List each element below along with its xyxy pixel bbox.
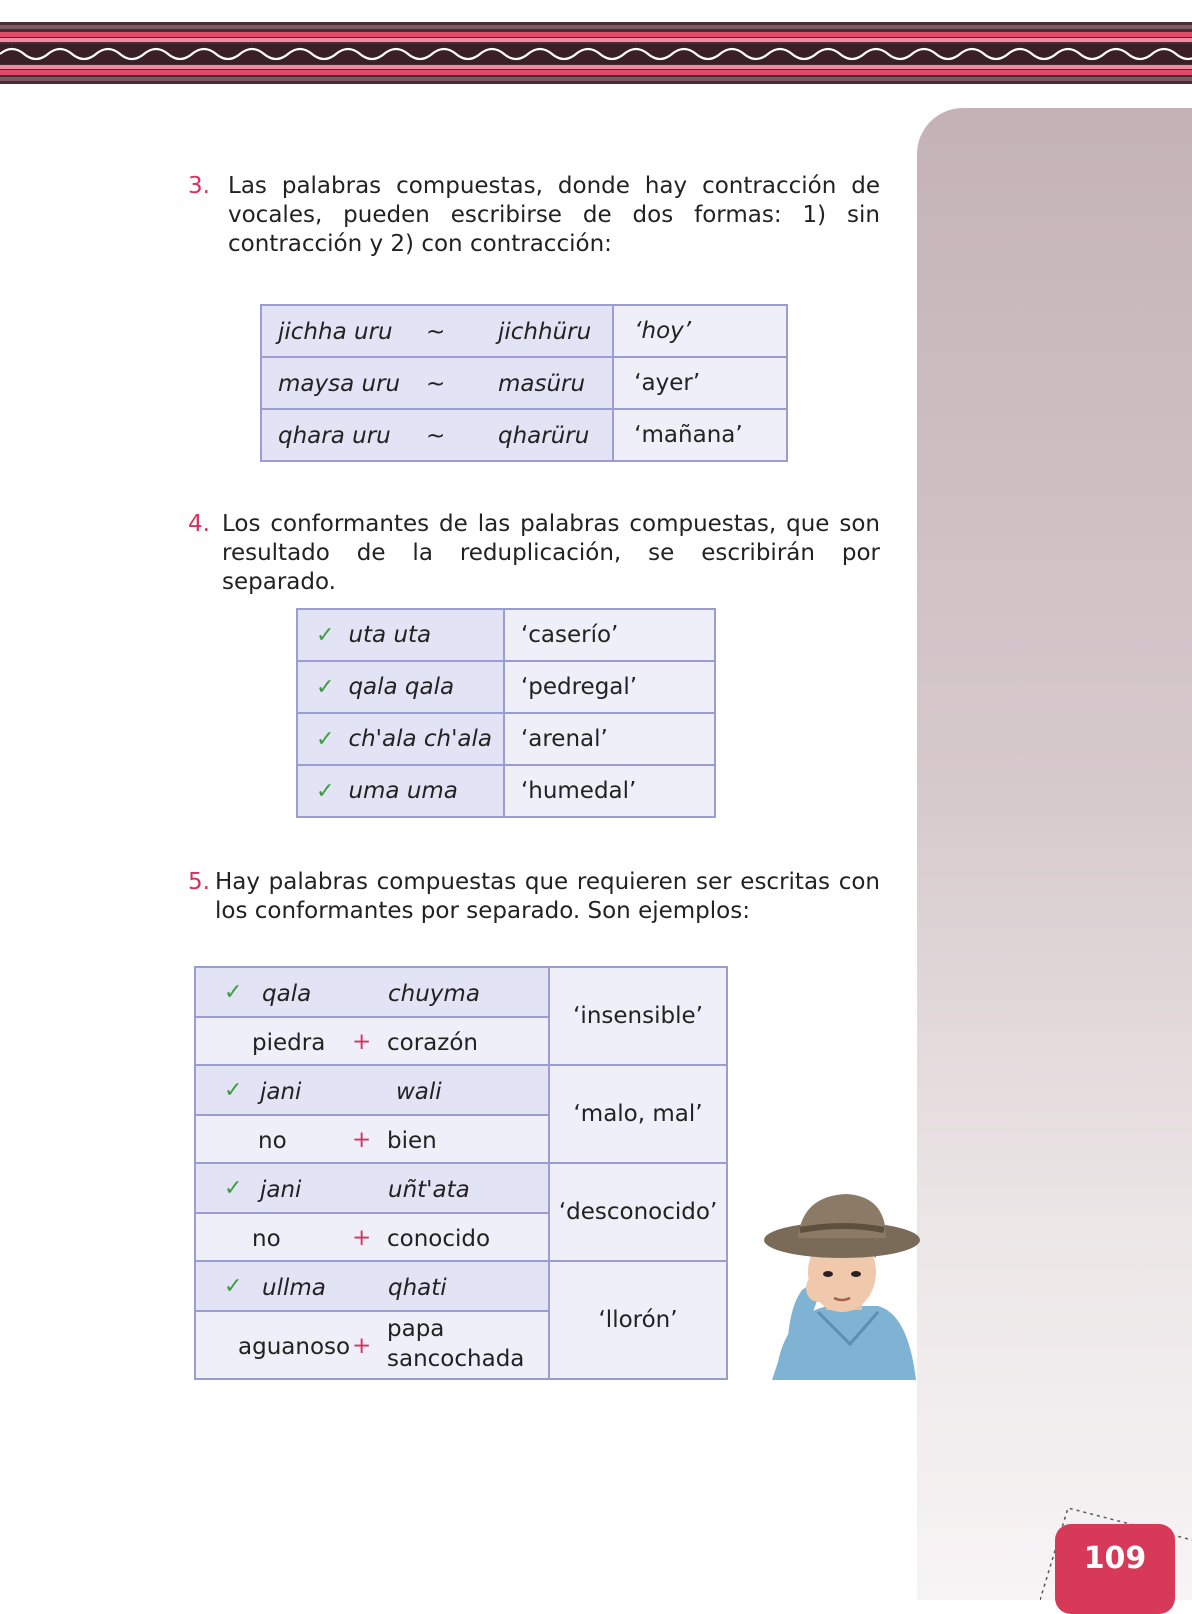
meaning: ‘malo, mal’ [573,1101,703,1127]
section-5-paragraph [188,868,880,926]
section-4-text: Los conformantes de las palabras compuestas, que son resultado de la reduplicación, se escribirán por separado. [222,511,880,595]
aymara-word-2: qhati [388,1275,447,1301]
meaning: ‘insensible’ [573,1003,703,1029]
aymara-word-2: uñt'ata [388,1177,470,1203]
table-row [297,765,715,817]
meaning: ‘hoy’ [634,318,692,344]
meaning: ‘mañana’ [634,422,743,448]
tilde-sign: ~ [426,319,446,345]
table-row [195,1065,727,1115]
section-5-number: 5. [188,869,210,895]
decorative-woven-band [0,22,1192,84]
check-icon: ✓ [316,779,335,804]
plus-sign: + [352,1333,372,1359]
contraction-table [260,304,788,462]
meaning: ‘humedal’ [520,778,637,804]
plus-sign: + [352,1225,372,1251]
separate-form: jichha uru [278,319,393,345]
right-sidebar-panel [917,108,1192,1600]
check-icon: ✓ [316,675,335,700]
section-3-paragraph [188,172,880,259]
meaning: ‘arenal’ [520,726,608,752]
section-4-paragraph [188,510,880,597]
table-row [297,609,715,661]
table-row [261,305,787,357]
aymara-word-1: qala [262,981,312,1007]
compound-word: ch'ala ch'ala [348,726,492,752]
boy-with-hat-illustration [758,1194,928,1380]
table-row [261,409,787,461]
separate-form: maysa uru [278,371,401,397]
section-3-number: 3. [188,173,210,199]
plus-sign: + [352,1029,372,1055]
meaning: ‘desconocido’ [558,1199,718,1225]
meaning: ‘llorón’ [598,1307,678,1333]
check-icon: ✓ [316,727,335,752]
reduplication-table [296,608,716,818]
separate-form: qhara uru [278,423,391,449]
table-row [297,661,715,713]
compound-word: uma uma [348,778,458,804]
meaning: ‘ayer’ [634,370,701,396]
translation-2: conocido [387,1226,491,1252]
plus-sign: + [352,1127,372,1153]
check-icon: ✓ [224,1078,243,1103]
check-icon: ✓ [316,623,335,648]
check-icon: ✓ [224,1176,243,1201]
aymara-word-1: ullma [262,1275,326,1301]
table-row [195,967,727,1017]
translation-2: bien [387,1128,437,1154]
aymara-word-1: jani [260,1177,302,1203]
contracted-form: jichhüru [498,319,592,345]
contracted-form: masüru [498,371,586,397]
contracted-form: qharüru [498,423,590,449]
separate-compounds-table [194,966,728,1380]
translation-1: no [252,1226,281,1252]
table-row [297,713,715,765]
compound-word: uta uta [348,622,432,648]
translation-2: corazón [387,1030,478,1056]
table-row [195,1163,727,1213]
translation-2: papa [387,1316,445,1342]
table-row [195,1261,727,1311]
check-icon: ✓ [224,980,243,1005]
meaning: ‘pedregal’ [520,674,638,700]
compound-word: qala qala [348,674,455,700]
meaning: ‘caserío’ [520,622,619,648]
table-row [261,357,787,409]
section-4-number: 4. [188,511,210,537]
translation-1: no [258,1128,287,1154]
translation-2-continued: sancochada [387,1346,525,1372]
page-number: 109 [1055,1524,1175,1614]
aymara-word-1: jani [260,1079,302,1105]
aymara-word-2: wali [396,1079,442,1105]
tilde-sign: ~ [426,371,446,397]
translation-1: aguanoso [238,1334,351,1360]
translation-1: piedra [252,1030,326,1056]
section-5-text: Hay palabras compuestas que requieren ser escritas con los conformantes por separado. Son ejemplos: [215,869,880,924]
section-3-text: Las palabras compuestas, donde hay contracción de vocales, pueden escribirse de dos formas: 1) sin contracción y 2) con contracción: [228,173,880,257]
aymara-word-2: chuyma [388,981,480,1007]
tilde-sign: ~ [426,423,446,449]
check-icon: ✓ [224,1274,243,1299]
